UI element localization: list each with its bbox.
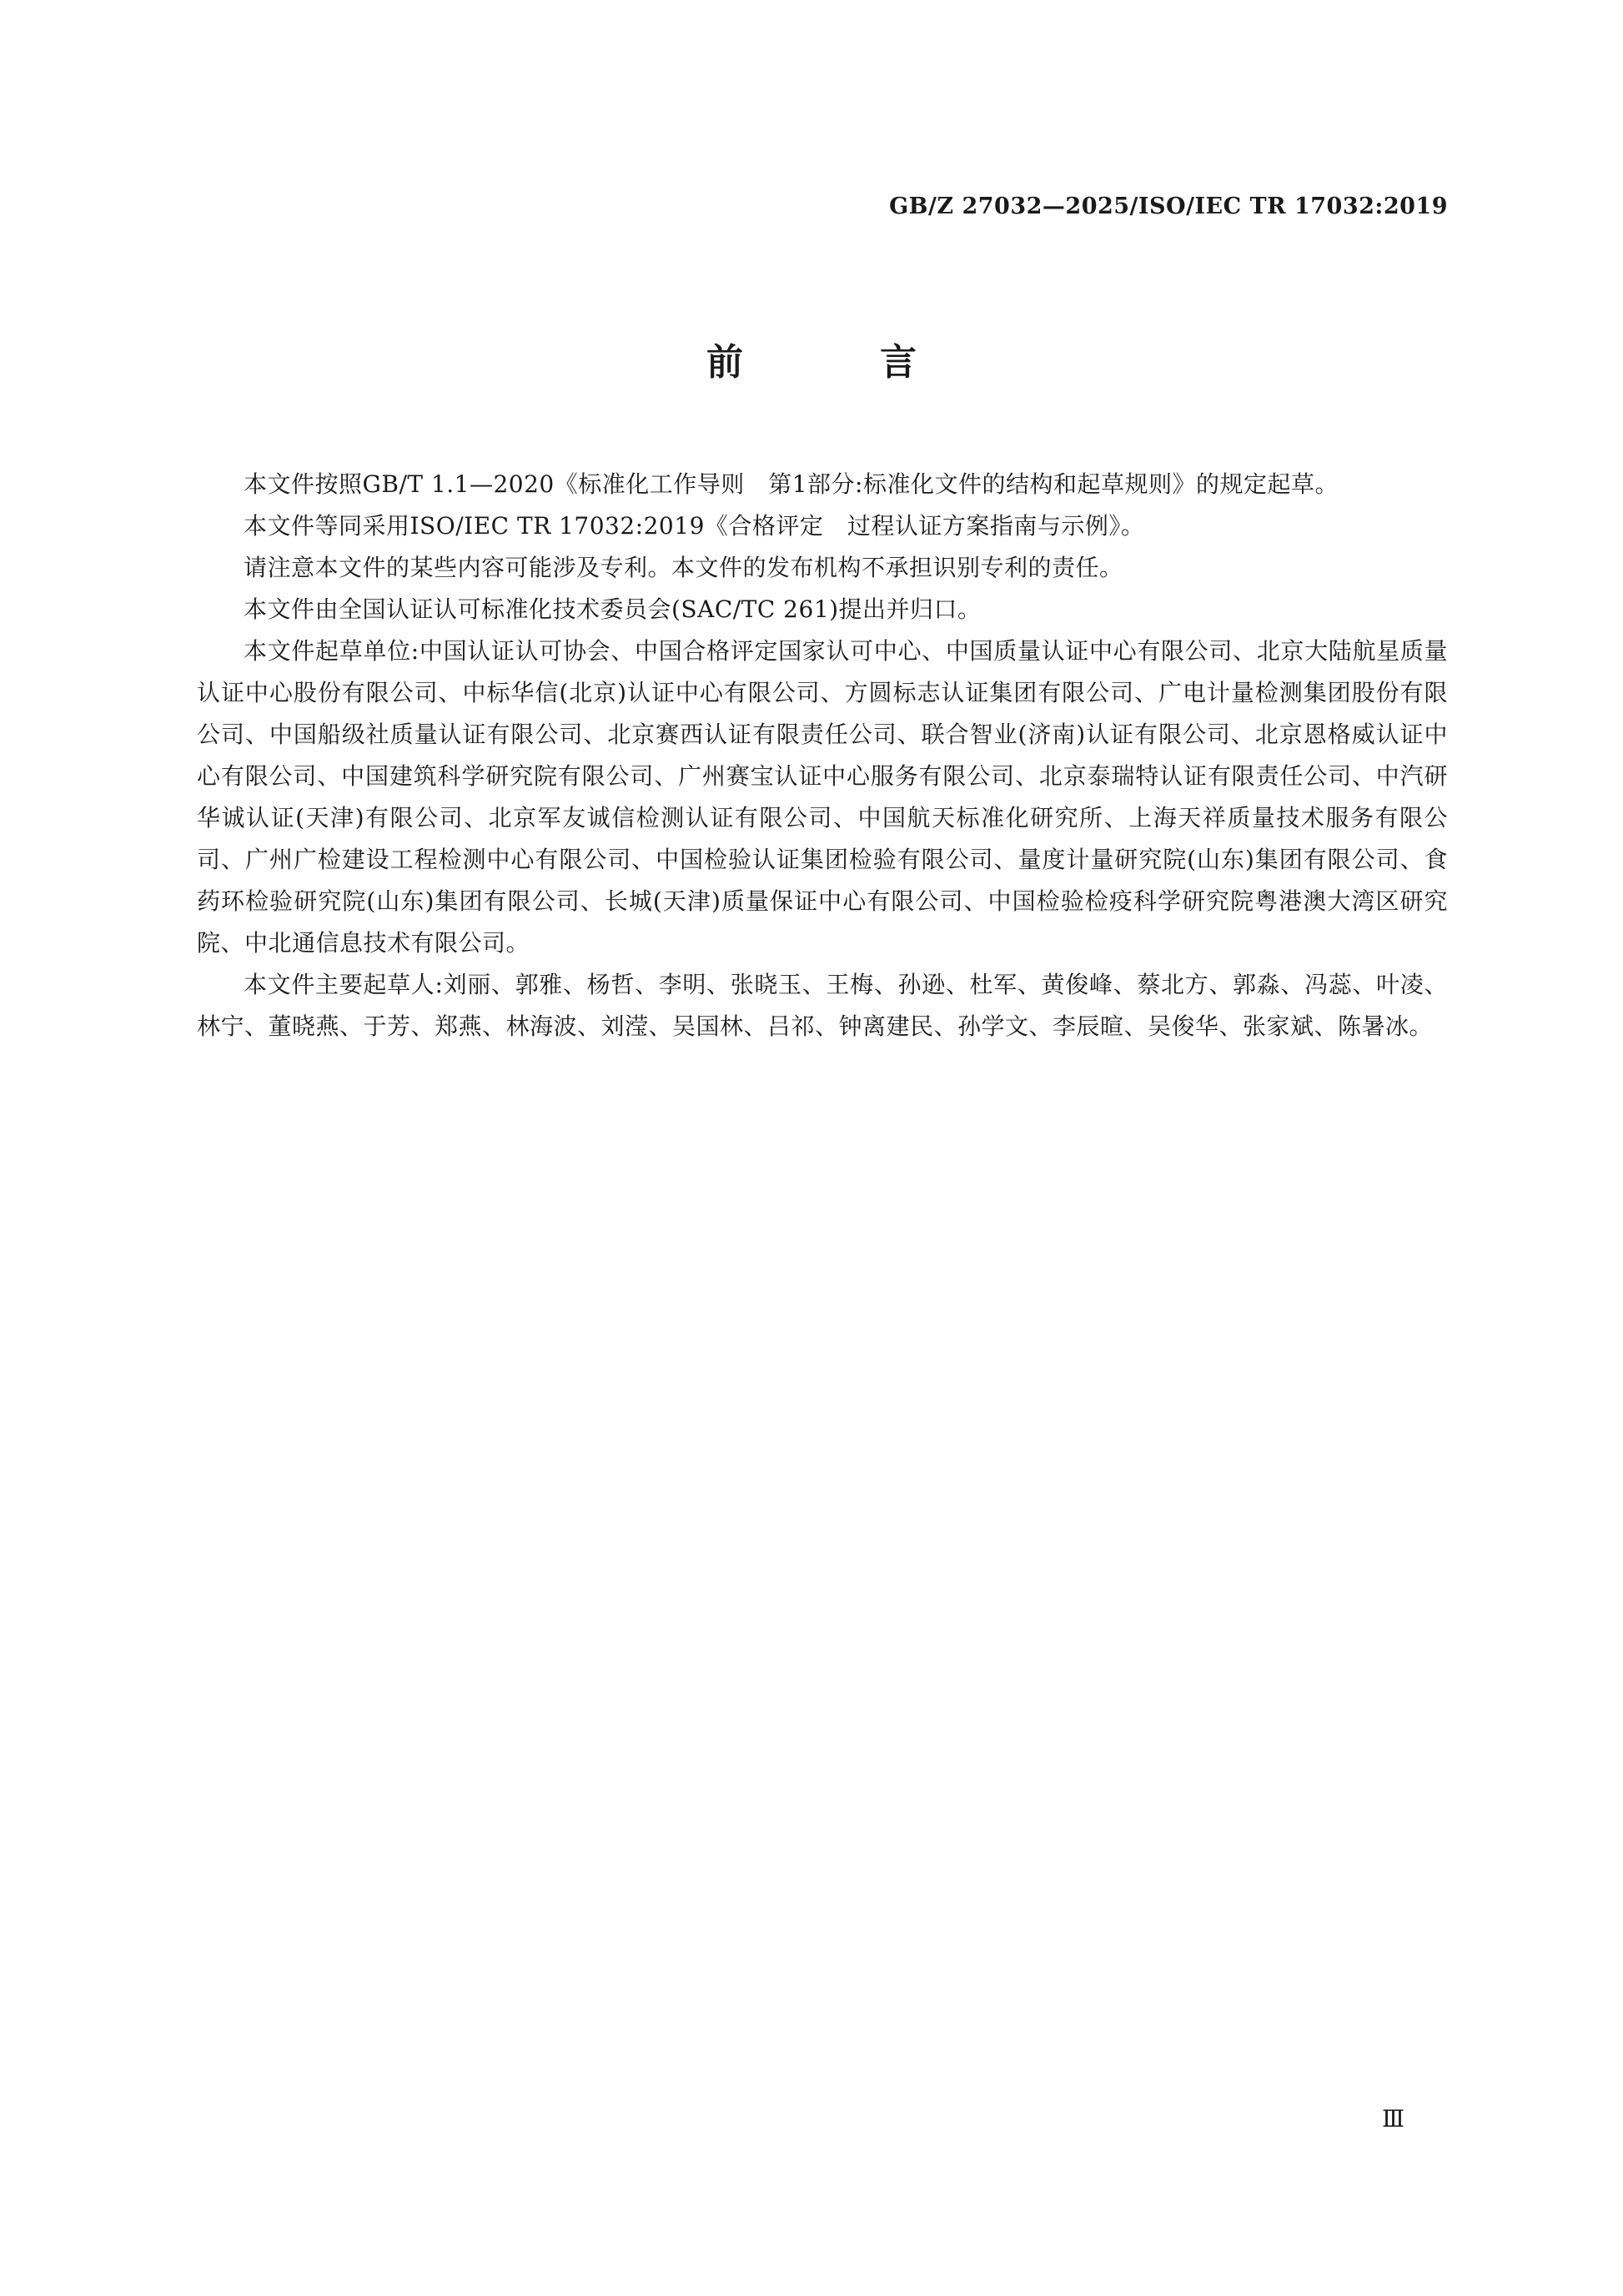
paragraph-patent-notice: 请注意本文件的某些内容可能涉及专利。本文件的发布机构不承担识别专利的责任。 bbox=[244, 554, 1123, 581]
page-title: 前 言 bbox=[706, 341, 967, 384]
foreword-body bbox=[197, 464, 1448, 1048]
paragraph-adoption: 本文件等同采用ISO/IEC TR 17032:2019《合格评定 过程认证方案指南与示例》。 bbox=[244, 512, 1145, 540]
paragraph-drafting-rules: 本文件按照GB/T 1.1—2020《标准化工作导则 第1部分:标准化文件的结构和起草规则》的规定起草。 bbox=[244, 470, 1339, 498]
paragraph-drafters: 本文件主要起草人:刘丽、郭雅、杨哲、李明、张晓玉、王梅、孙逊、杜军、黄俊峰、蔡北方、郭淼、冯蕊、叶凌、林宁、董晓燕、于芳、郑燕、林海波、刘滢、吴国林、吕祁、钟离建民、孙学文、李辰暄、吴俊华、张家斌、陈暑冰。 bbox=[197, 971, 1448, 1040]
paragraph-proposer: 本文件由全国认证认可标准化技术委员会(SAC/TC 261)提出并归口。 bbox=[244, 595, 982, 623]
standard-code: GB/Z 27032—2025/ISO/IEC TR 17032:2019 bbox=[889, 193, 1448, 219]
page-header bbox=[889, 193, 1448, 219]
paragraph-drafting-organizations: 本文件起草单位:中国认证认可协会、中国合格评定国家认可中心、中国质量认证中心有限公司、北京大陆航星质量认证中心股份有限公司、中标华信(北京)认证中心有限公司、方圆标志认证集团有限公司、广电计量检测集团股份有限公司、中国船级社质量认证有限公司、北京赛西认证有限责任公司、联合智业(济南)认证有限公司、北京恩格威认证中心有限公司、中国建筑科学研究院有限公司、广州赛宝认证中心服务有限公司、北京泰瑞特认证有限责任公司、中汽研华诚认证(天津)有限公司、北京军友诚信检测认证有限公司、中国航天标准化研究所、上海天祥质量技术服务有限公司、广州广检建设工程检测中心有限公司、中国检验认证集团检验有限公司、量度计量研究院(山东)集团有限公司、食药环检验研究院(山东)集团有限公司、长城(天津)质量保证中心有限公司、中国检验检疫科学研究院粤港澳大湾区研究院、中北通信息技术有限公司。 bbox=[197, 637, 1448, 957]
page-number: Ⅲ bbox=[1381, 2105, 1404, 2133]
